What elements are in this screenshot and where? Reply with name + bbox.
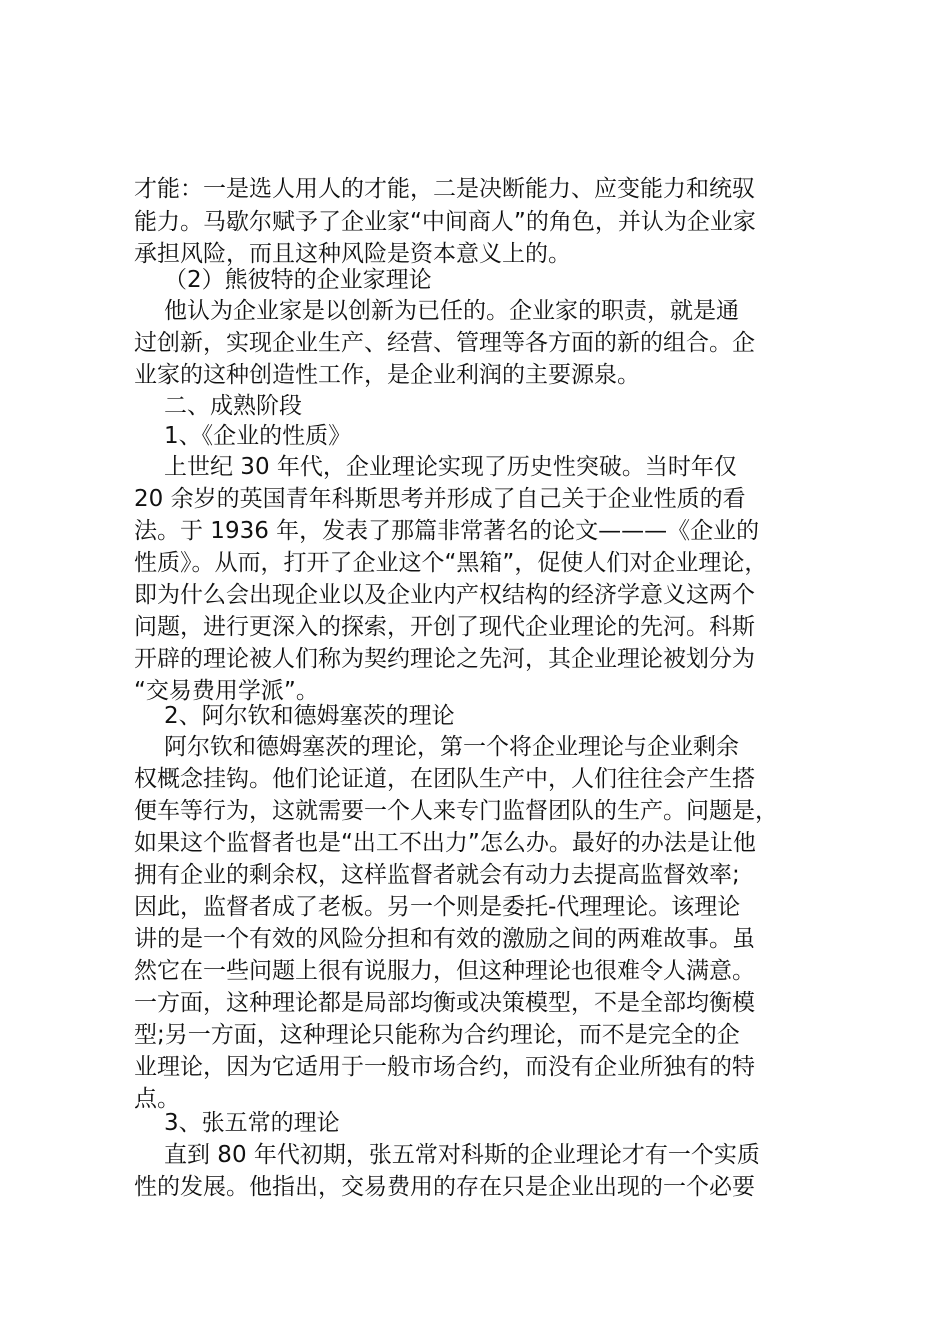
text-line: 法。于 1936 年，发表了那篇非常著名的论文———《企业的: [134, 518, 760, 544]
text-line: 阿尔钦和德姆塞茨的理论，第一个将企业理论与企业剩余: [164, 734, 739, 760]
text-line: 因此，监督者成了老板。另一个则是委托-代理理论。该理论: [134, 894, 741, 920]
section-subheading: 1、《企业的性质》: [164, 423, 352, 449]
text-line: 性的发展。他指出，交易费用的存在只是企业出现的一个必要: [134, 1174, 755, 1200]
text-line: 20 余岁的英国青年科斯思考并形成了自己关于企业性质的看: [134, 486, 746, 512]
section-heading: 二、成熟阶段: [164, 393, 302, 419]
text-line: 问题，进行更深入的探索，开创了现代企业理论的先河。科斯: [134, 614, 755, 640]
text-line: 权概念挂钩。他们论证道，在团队生产中，人们往往会产生搭: [134, 766, 755, 792]
text-line: 如果这个监督者也是“出工不出力”怎么办。最好的办法是让他: [134, 830, 756, 856]
text-line: 业理论，因为它适用于一般市场合约，而没有企业所独有的特: [134, 1054, 755, 1080]
section-subheading: 3、张五常的理论: [164, 1110, 340, 1136]
text-line: 性质》。从而，打开了企业这个“黑箱”，促使人们对企业理论，: [134, 550, 768, 576]
text-line: 讲的是一个有效的风险分担和有效的激励之间的两难故事。虽: [134, 926, 755, 952]
text-line: 便车等行为，这就需要一个人来专门监督团队的生产。问题是，: [134, 798, 778, 824]
text-line: 一方面，这种理论都是局部均衡或决策模型，不是全部均衡模: [134, 990, 755, 1016]
text-line: 直到 80 年代初期，张五常对科斯的企业理论才有一个实质: [164, 1142, 760, 1168]
text-line: 然它在一些问题上很有说服力，但这种理论也很难令人满意。: [134, 958, 755, 984]
text-line: 才能：一是选人用人的才能，二是决断能力、应变能力和统驭: [134, 176, 755, 202]
text-line: 能力。马歇尔赋予了企业家“中间商人”的角色，并认为企业家: [134, 209, 756, 235]
text-line: 业家的这种创造性工作，是企业利润的主要源泉。: [134, 362, 640, 388]
text-line: 拥有企业的剩余权，这样监督者就会有动力去提高监督效率;: [134, 862, 740, 888]
text-line: 过创新，实现企业生产、经营、管理等各方面的新的组合。企: [134, 330, 755, 356]
section-subheading: 2、阿尔钦和德姆塞茨的理论: [164, 703, 455, 729]
text-line: 上世纪 30 年代，企业理论实现了历史性突破。当时年仅: [164, 454, 737, 480]
text-line: 型;另一方面，这种理论只能称为合约理论，而不是完全的企: [134, 1022, 740, 1048]
text-line: 他认为企业家是以创新为已任的。企业家的职责，就是通: [164, 298, 739, 324]
text-line: 开辟的理论被人们称为契约理论之先河，其企业理论被划分为: [134, 646, 755, 672]
text-line: 即为什么会出现企业以及企业内产权结构的经济学意义这两个: [134, 582, 755, 608]
section-subheading: （2）熊彼特的企业家理论: [164, 267, 432, 293]
text-line: “交易费用学派”。: [134, 678, 319, 704]
text-line: 点。: [134, 1086, 180, 1112]
text-line: 承担风险，而且这种风险是资本意义上的。: [134, 241, 571, 267]
